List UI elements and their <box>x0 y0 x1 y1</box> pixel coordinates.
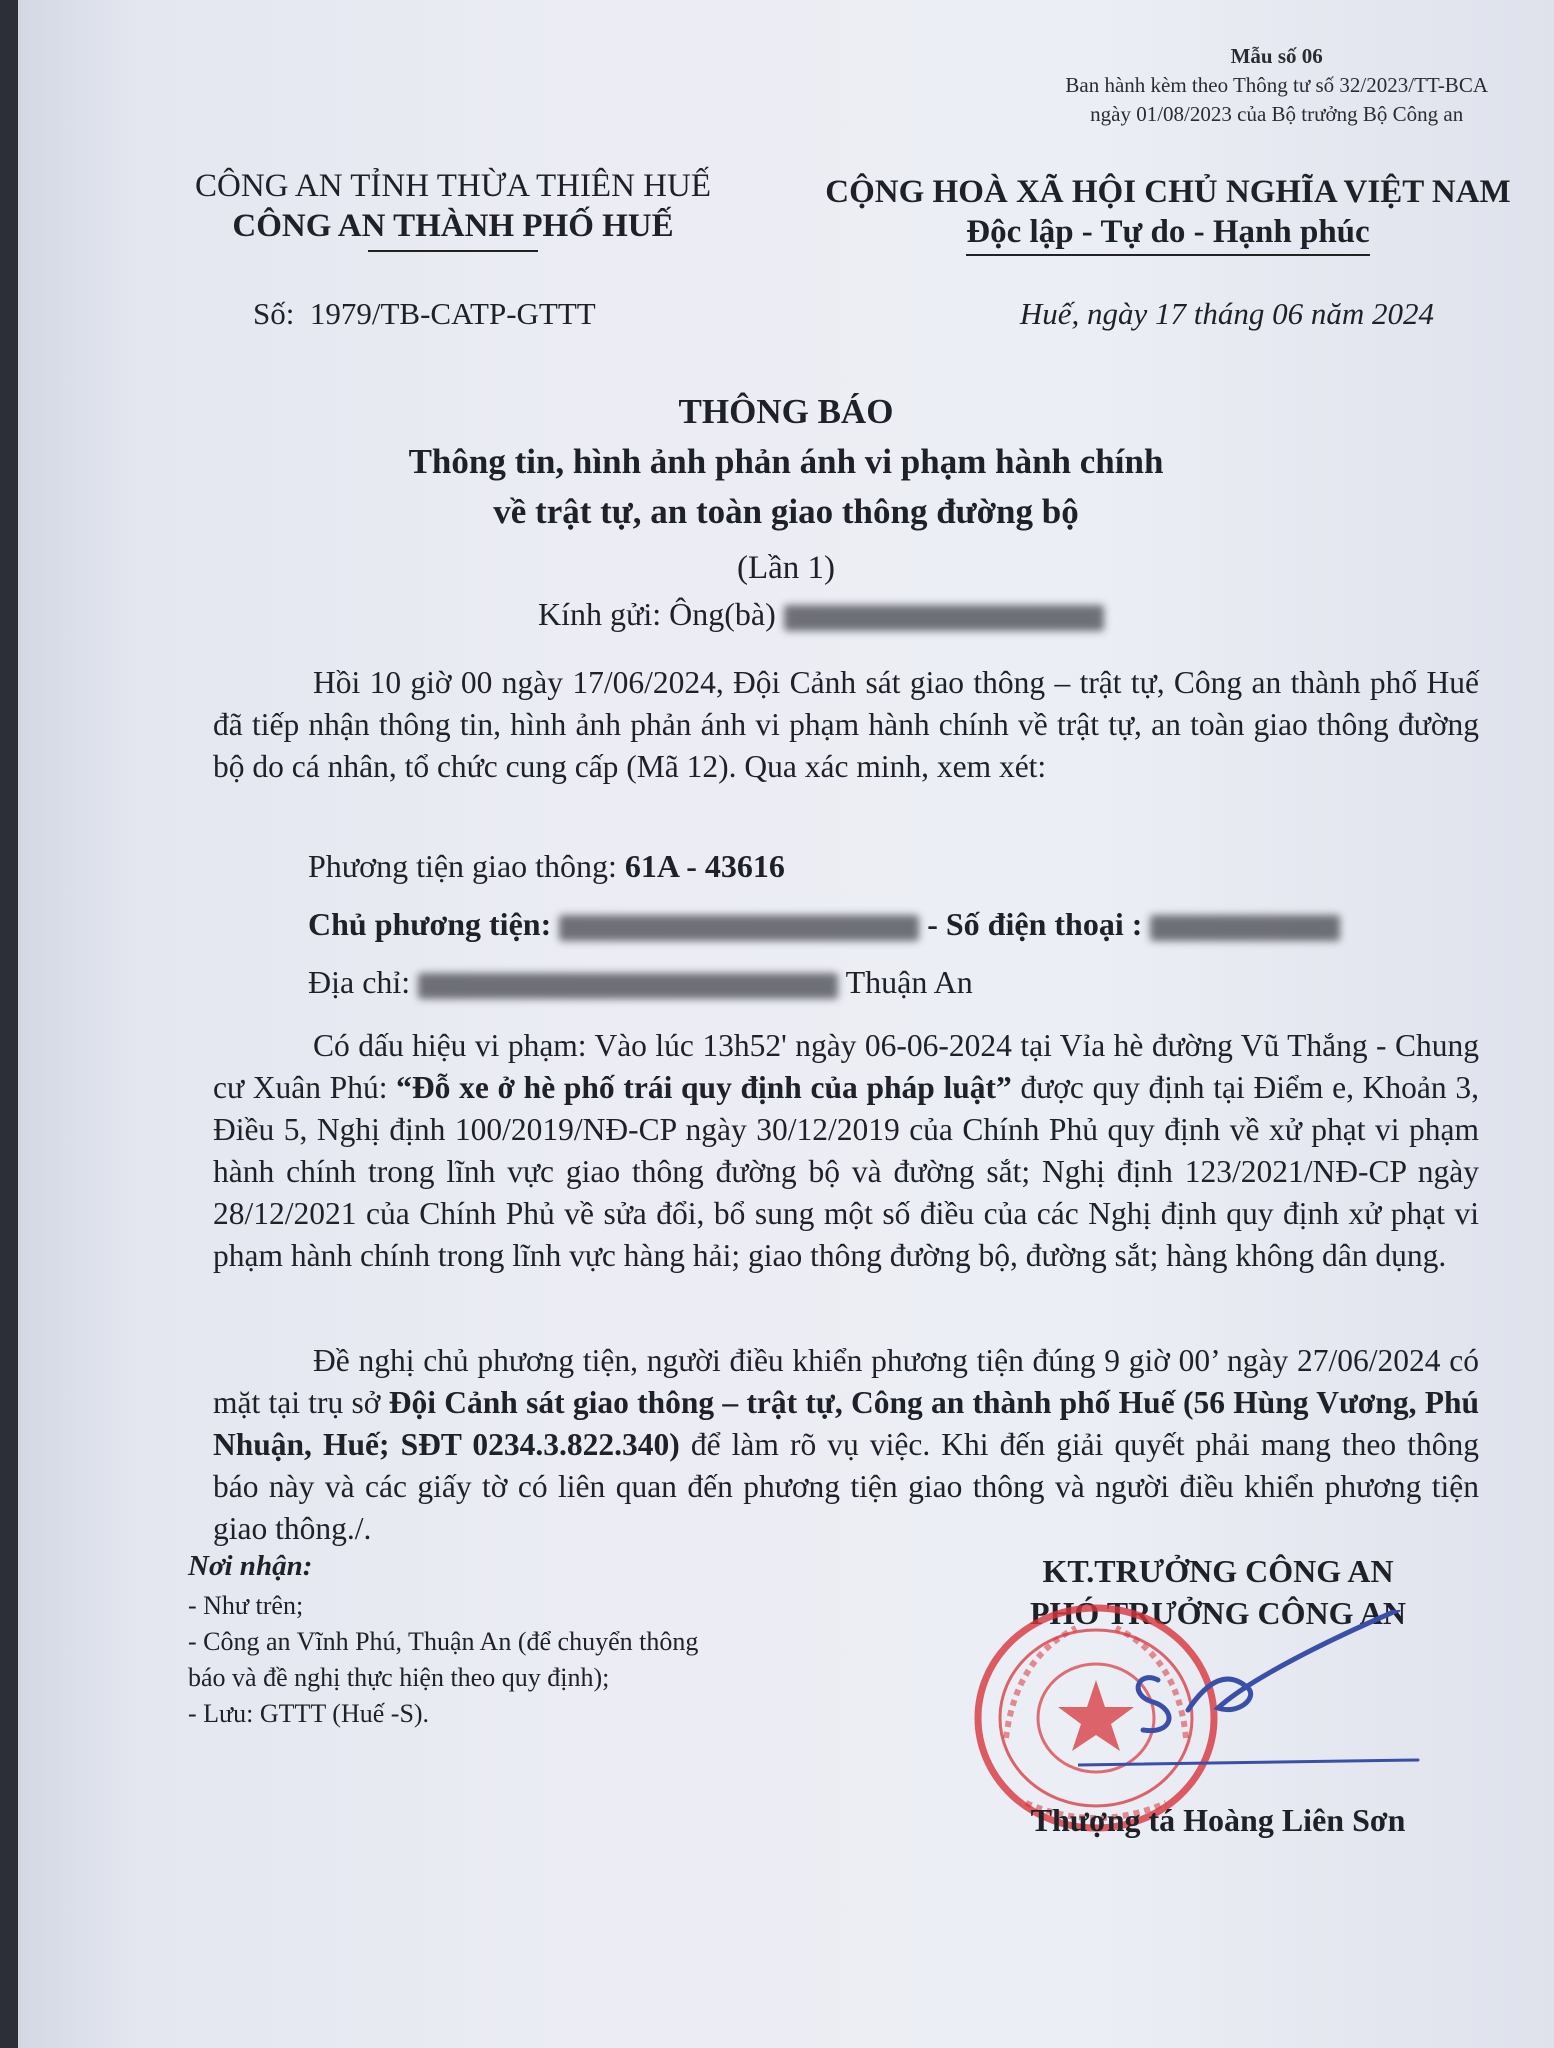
intro-paragraph: Hồi 10 giờ 00 ngày 17/06/2024, Đội Cảnh sát giao thông – trật tự, Công an thành phố Huế đã tiếp nhận thông tin, hình ảnh phản ánh vi phạm hành chính về trật tự, an toàn giao thông đường bộ do cá nhân, tổ chức cung cấp (Mã 12). Qua xác minh, xem xét: <box>213 665 1479 784</box>
agency-underline <box>368 250 538 252</box>
handwritten-signature-icon <box>1078 1610 1438 1780</box>
vehicle-plate: 61A - 43616 <box>624 848 785 884</box>
document-number-value: 1979/TB-CATP-GTTT <box>309 296 596 331</box>
document-subtitle-1: Thông tin, hình ảnh phản ánh vi phạm hành chính <box>408 442 1164 481</box>
form-issued-date: ngày 01/08/2023 của Bộ trưởng Bộ Công an <box>1090 102 1464 126</box>
address-label: Địa chỉ: <box>308 964 411 1000</box>
agency-parent: CÔNG AN TỈNH THỪA THIÊN HUẾ <box>194 168 711 204</box>
signature-title-line-1: KT.TRƯỞNG CÔNG AN <box>1042 1553 1394 1589</box>
recipient-item: - Như trên; <box>188 1591 304 1620</box>
form-number: Mẫu số 06 <box>1230 44 1323 68</box>
violation-text-1: Có dấu hiệu vi phạm: Vào lúc 13h52' ngày 06-06-2024 tại Vỉa hè đường Vũ Thắng - Chung cư Xuân Phú: <box>213 1028 1479 1105</box>
issuing-agency <box>158 166 748 252</box>
violation-paragraph <box>213 1025 1479 1277</box>
form-issued-with: Ban hành kèm theo Thông tư số 32/2023/TT-BCA <box>1065 73 1488 97</box>
owner-line <box>308 906 1340 943</box>
nation-motto: Độc lập - Tự do - Hạnh phúc <box>966 212 1369 256</box>
agency-name: CÔNG AN THÀNH PHỐ HUẾ <box>232 208 674 244</box>
recipient-item: - Lưu: GTTT (Huế -S). <box>188 1699 430 1728</box>
recipients-block <box>188 1548 698 1732</box>
address-line <box>308 964 973 1001</box>
signature-title-line-2: PHÓ TRƯỞNG CÔNG AN <box>1029 1595 1406 1631</box>
address-tail: Thuận An <box>845 964 973 1000</box>
vehicle-label: Phương tiện giao thông: <box>308 848 617 884</box>
violation-offense: “Đỗ xe ở hè phố trái quy định của pháp luật” <box>396 1070 1012 1105</box>
document-number-label: Số: <box>253 296 295 331</box>
nation-name: CỘNG HOÀ XÃ HỘI CHỦ NGHĨA VIỆT NAM <box>825 174 1511 210</box>
recipients-heading: Nơi nhận: <box>188 1550 313 1582</box>
request-text-2: để làm rõ vụ việc. Khi đến giải quyết phải mang theo thông báo này và các giấy tờ có liên quan đến phương tiện giao thông và người điều khiển phương tiện giao thông./. <box>213 1427 1479 1546</box>
redacted-phone-number <box>1150 915 1340 941</box>
request-office: Đội Cảnh sát giao thông – trật tự, Công an thành phố Huế (56 Hùng Vương, Phú Nhuận, Huế; SĐT 0234.3.822.340) <box>213 1385 1479 1462</box>
request-paragraph <box>213 1340 1479 1550</box>
recipient-item: - Công an Vĩnh Phú, Thuận An (để chuyển thông <box>188 1627 699 1656</box>
document-title: THÔNG BÁO <box>678 392 894 431</box>
owner-label: Chủ phương tiện: <box>308 906 552 942</box>
document-subtitle-2: về trật tự, an toàn giao thông đường bộ <box>493 492 1079 531</box>
national-header <box>788 172 1548 256</box>
recipient-item: báo và đề nghị thực hiện theo quy định); <box>188 1663 610 1692</box>
phone-label: - Số điện thoại : <box>927 906 1143 942</box>
date-line: Huế, ngày 17 tháng 06 năm 2024 <box>1019 296 1434 331</box>
signer-name: Thượng tá Hoàng Liên Sơn <box>1030 1802 1406 1838</box>
redacted-address <box>418 973 838 999</box>
vehicle-line <box>308 848 785 885</box>
document-page <box>18 0 1554 2048</box>
document-number <box>253 296 596 332</box>
attempt-number: (Lần 1) <box>736 550 836 586</box>
form-metadata <box>1065 42 1488 129</box>
request-text-1: Đề nghị chủ phương tiện, người điều khiển phương tiện đúng 9 giờ 00’ ngày 27/06/2024 có mặt tại trụ sở <box>213 1343 1479 1420</box>
redacted-recipient-name <box>784 605 1104 631</box>
recipient-line <box>538 596 1104 633</box>
redacted-owner-name <box>559 915 919 941</box>
violation-text-2: được quy định tại Điểm e, Khoản 3, Điều 5, Nghị định 100/2019/NĐ-CP ngày 30/12/2019 của Chính Phủ quy định về xử phạt vi phạm hành chính trong lĩnh vực giao thông đường bộ và đường sắt; Nghị định 123/2021/NĐ-CP ngày 28/12/2021 của Chính Phủ về sửa đổi, bổ sung một số điều của các Nghị định quy định xử phạt vi phạm hành chính trong lĩnh vực hàng hải; giao thông đường bộ, đường sắt; hàng không dân dụng. <box>213 1070 1479 1273</box>
recipient-label: Kính gửi: Ông(bà) <box>538 596 776 632</box>
